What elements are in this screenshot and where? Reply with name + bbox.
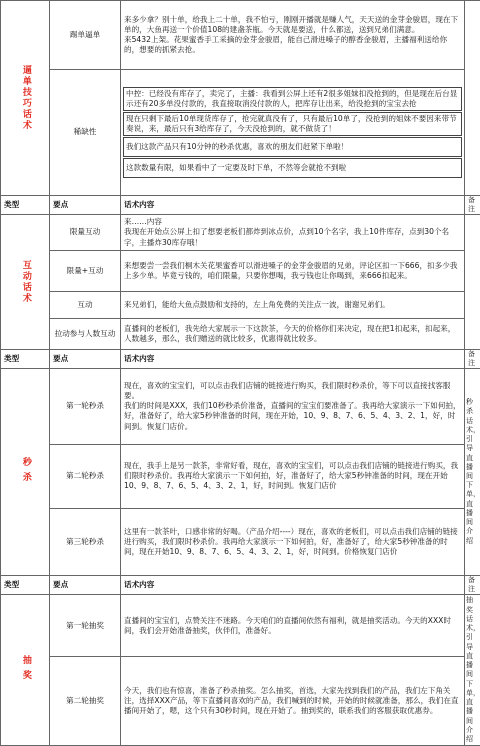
text-block: 中控：已经没有库存了，卖完了，主播：我看到公屏上还有2很多姐妹扣没抢到的，但是现在后台显示还有20多单没付款的，我直接取消没付款的人，把库存让出来，给没抢到的宝宝去抢 (123, 87, 462, 111)
point-lottery-round-1: 第一轮抽奖 (50, 595, 121, 656)
point-lottery-round-2: 第二轮抽奖 (50, 656, 121, 746)
remark-lottery: 抽奖话术，引导直播间下单，直播间介绍 (465, 595, 480, 746)
point-flash-round-3: 第三轮秒杀 (50, 508, 121, 575)
category-interaction: 互动话术 (1, 215, 50, 349)
header-point: 要点 (50, 196, 121, 215)
text-block: 来5432上架。花果蜜香手工采摘的金芽金骏眉，能自己滑进嗓子的醇香金骏眉，主播福利送给你的，想要的抓紧去抢。 (124, 35, 461, 55)
remark-cell (465, 1, 480, 196)
content-flash-round-1 (121, 368, 465, 444)
content-limited-plus-interaction: 来想要尝一尝我们桐木关花果蜜香可以滑进嗓子的金芽金骏眉的兄弟，评论区扣一下666，扣多少我上多少单。毕竟亏钱的，咱们限量，只要你想喝，我亏钱也让你喝到，来666扣起来。 (121, 250, 465, 291)
point-limited-plus-interaction: 限量+互动 (50, 250, 121, 291)
text-block: 我现在开始点公屏上扣了想要老板们都炸到冰点价，点到10个名字，我上10件库存，点到30个名字，主播炸30库存哦！ (124, 227, 461, 247)
header-remark: 备注 (465, 349, 480, 368)
text-block: 我们这款产品只有10分钟的秒杀优惠，喜欢的朋友们赶紧下单啦！ (123, 137, 462, 157)
remark-cell (465, 215, 480, 349)
header-content: 话术内容 (121, 196, 465, 215)
point-participation: 拉动参与人数互动 (50, 318, 121, 349)
point-scarcity: 稀缺性 (50, 70, 121, 196)
text-block: 我们的时间是XXX，我们10秒秒杀价准备，直播间的宝宝们要准备了。我再给大家演示一下如何拍，好，准备好了，给大家5秒钟准备的时间，现在开始，10、9、8、7、6、5、4、3、2、1，好，时间到。恢复门店价。 (124, 401, 461, 431)
content-scarcity (121, 70, 465, 196)
point-flash-round-1: 第一轮秒杀 (50, 368, 121, 444)
category-closing: 逼单技巧话术 (1, 1, 50, 196)
point-flash-round-2: 第二轮秒杀 (50, 444, 121, 508)
text-block: 来多少拿？别十单，给我上二十单，我不怕亏，刚刚开播就是赚人气，天天送的金芽金骏眉，现在下单的，大鱼再送一个价值108的建盏茶瓶。今天就是要送，什么都送，送到兄弟们满意。 (124, 15, 461, 35)
point-limited-interaction: 限量互动 (50, 215, 121, 250)
category-flash-sale: 秒杀 (1, 368, 50, 575)
content-participation: 直播间的老板们，我先给大家展示一下这款茶，今天的价格你们来决定，现在把1扣起来，扣起来，人数越多，那么，我们赠送的就比较多，优惠得就比较多。 (121, 318, 465, 349)
category-lottery: 抽奖 (1, 595, 50, 746)
header-content: 话术内容 (121, 575, 465, 594)
content-interaction: 来兄弟们，能给大鱼点鼓励和支持的，左上角免费的关注点一波，谢谢兄弟们。 (121, 291, 465, 318)
text-block: 现在只剩下最后10单现货库存了，抢完就真没有了，只有最后10单了，没抢到的姐妹不要因来带节奏说，来，最后只有3给库存了，今天没抢到的，就不做货了！ (123, 112, 462, 136)
header-content: 话术内容 (121, 349, 465, 368)
header-type: 类型 (1, 349, 50, 368)
header-remark: 备注 (465, 196, 480, 215)
text-block: 这款数量有限，如果看中了一定要及时下单，不然等会就抢不到啦 (123, 158, 462, 178)
content-flash-round-3: 这里有一款茶叶，口感非常的好喝。（产品介绍----）现在，喜欢的老板们，可以点击我们店铺的链接进行购买，我们限时秒杀价。我再给大家演示一下如何拍，好，准备好了，给大家5秒钟准备的时间，现在开始10、9、8、7、6、5、4、3、2、1，好，时间到。价格恢复门店价 (121, 508, 465, 575)
text-block: 现在，喜欢的宝宝们，可以点击我们店铺的链接进行购买，我们限时秒杀价，等下可以直接找客服要。 (124, 381, 461, 401)
content-push-order (121, 1, 465, 70)
point-interaction: 互动 (50, 291, 121, 318)
content-flash-round-2: 现在，我手上是另一款茶，非常好看，现在，喜欢的宝宝们，可以点击我们店铺的链接进行购买，我们限时秒杀价。我再给大家演示一下如何拍，好，准备好了，给大家5秒钟准备的时间，现在开始10、9、8、7、6、5、4、3、2、1，好，时间到。恢复门店价 (121, 444, 465, 508)
text-block: 来……内容 (124, 217, 461, 227)
header-point: 要点 (50, 349, 121, 368)
header-remark: 备注 (465, 575, 480, 594)
content-limited-interaction (121, 215, 465, 250)
header-point: 要点 (50, 575, 121, 594)
remark-flash-sale: 秒杀话术，引导直播间下单，直播间介绍 (465, 368, 480, 575)
content-lottery-round-1: 直播间的宝宝们，点赞关注不迷路。今天咱们的直播间依然有福利，就是抽奖活动。今天的XXX时间，我们会开始准备抽奖，伙伴们，准备好。 (121, 595, 465, 656)
point-push-order: 踢单逼单 (50, 1, 121, 70)
header-type: 类型 (1, 575, 50, 594)
content-lottery-round-2: 今天，我们也有惊喜，准备了秒杀抽奖。怎么抽奖，首选，大家先找到我们的产品，我们左下角关注，选择XXX产品，等下直播间喜欢的产品，我们喊到的时候，开始的时候就准备，那么，我们在直播间开始了，嗯，这个只有30秒时间，现在开始了。抽到奖的，联系我们的客服获取优惠券。 (121, 656, 465, 746)
header-type: 类型 (1, 196, 50, 215)
